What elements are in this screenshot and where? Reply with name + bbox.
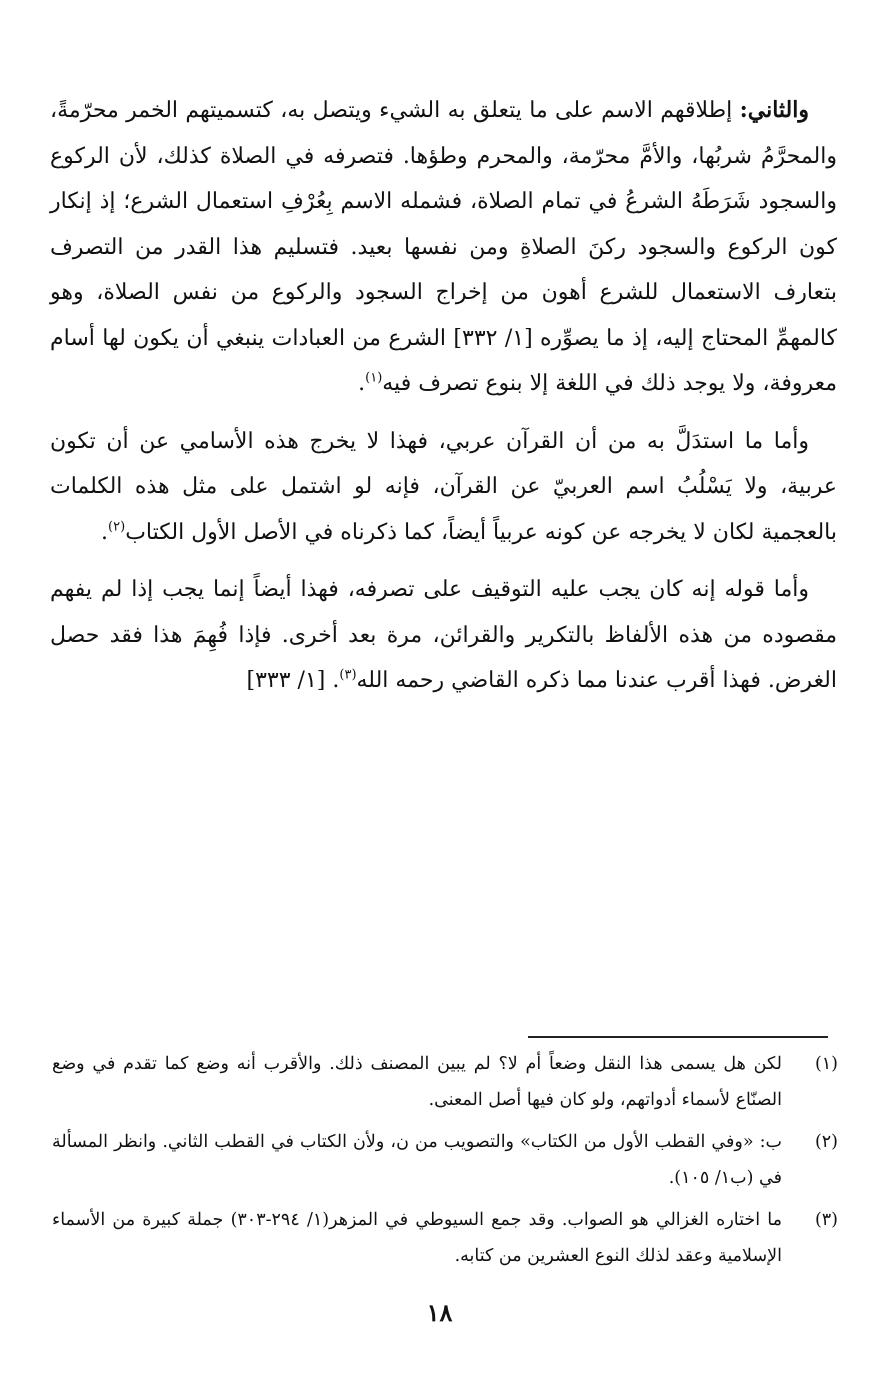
footnote-text: ما اختاره الغزالي هو الصواب. وقد جمع السيوطي في المزهر(١/ ٢٩٤-٣٠٣) جملة كبيرة من الأسماء الإسلامية وعقد لذلك النوع العشرين من كتابه.: [52, 1210, 782, 1266]
footnote-text: ب: «وفي القطب الأول من الكتاب» والتصويب من ن، ولأن الكتاب في القطب الثاني. وانظر المسألة في (ب١/ ١٠٥).: [52, 1132, 782, 1188]
paragraph: [50, 567, 837, 704]
footnote: [52, 1202, 838, 1274]
footnote-ref[interactable]: (١): [365, 370, 383, 386]
paragraph: [50, 88, 837, 407]
footnote-separator: [528, 1036, 828, 1038]
paragraph-text: وأما قوله إنه كان يجب عليه التوقيف على تصرفه، فهذا أيضاً إنما يجب إذا لم يفهم مقصوده من هذه الألفاظ بالتكرير والقرائن، مرة بعد أخرى. فإذا فُهِمَ هذا فقد حصل الغرض. فهذا أقرب عندنا مما ذكره القاضي رحمه الله: [50, 577, 837, 693]
paragraph-lead: والثاني:: [739, 97, 809, 123]
footnote-number: (٢): [814, 1132, 838, 1152]
paragraph-tail: . [١/ ٣٣٣]: [246, 668, 340, 693]
footnote: [52, 1124, 838, 1196]
footnote-ref[interactable]: (٣): [339, 667, 357, 683]
footnote-text: لكن هل يسمى هذا النقل وضعاً أم لا؟ لم يبين المصنف ذلك. والأقرب أنه وضع كما تقدم في وضع الصنّاع لأسماء أدواتهم، ولو كان فيها أصل المعنى.: [52, 1054, 782, 1110]
paragraph-text: إطلاقهم الاسم على ما يتعلق به الشيء ويتصل به، كتسميتهم الخمر محرّمةً، والمحرَّمُ شربُها، والأمَّ محرّمة، والمحرم وطؤها. فتصرفه في الصلاة كذلك، لأن الركوع والسجود شَرَطَهُ الشرعُ في تمام الصلاة، فشمله الاسم بِعُرْفِ استعمال الشرع؛ إذ إنكار كون الركوع والسجود ركنَ الصلاةِ ومن نفسها بعيد. فتسليم هذا القدر من التصرف بتعارف الاستعمال للشرع أهون من إخراج السجود والركوع من نفس الصلاة، وهو كالمهمِّ المحتاج إليه، إذ ما يصوِّره [١/ ٣٣٢] الشرع من العبادات ينبغي أن يكون لها أسام معروفة، ولا يوجد ذلك في اللغة إلا بنوع تصرف فيه: [50, 98, 837, 396]
paragraph-tail: .: [101, 519, 109, 545]
paragraph-tail: .: [358, 371, 366, 396]
footnote-ref[interactable]: (٢): [108, 519, 126, 535]
footnote-number: (٣): [814, 1210, 838, 1230]
paragraph-text: وأما ما استدَلَّ به من أن القرآن عربي، فهذا لا يخرج هذه الأسامي عن أن تكون عربية، ولا يَسْلُبُ اسم العربيّ عن القرآن، فإنه لو اشتمل على مثل هذه الكلمات بالعجمية لكان لا يخرجه عن كونه عربياً أيضاً، كما ذكرناه في الأصل الأول الكتاب: [50, 428, 837, 545]
page-number: ١٨: [426, 1298, 453, 1327]
footnotes: [52, 1046, 838, 1280]
paragraph: [50, 419, 837, 556]
footnote-number: (١): [814, 1054, 838, 1074]
main-text: [50, 88, 837, 716]
footnote: [52, 1046, 838, 1118]
